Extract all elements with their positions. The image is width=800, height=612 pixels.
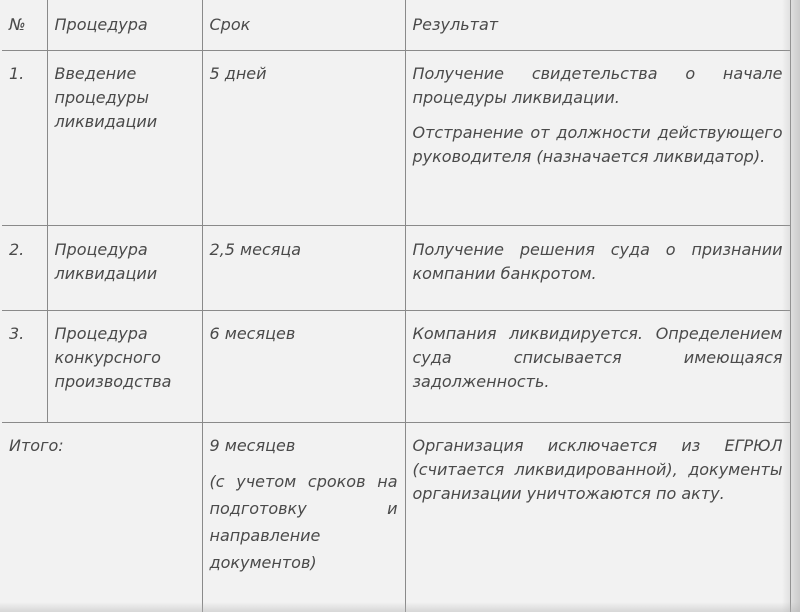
procedure-table xyxy=(2,0,791,612)
table-header-row xyxy=(2,0,790,50)
header-procedure: Процедура xyxy=(47,0,202,50)
result-paragraph: Получение решения суда о признании компании банкротом. xyxy=(412,239,783,283)
row-result xyxy=(405,50,790,225)
result-paragraph: Компания ликвидируется. Определением суда списывается имеющаяся задолженность. xyxy=(412,323,783,391)
row-result xyxy=(405,310,790,422)
table-row xyxy=(2,310,790,422)
result-paragraph: Отстранение от должности действующего руководителя (назначается ликвидатор). xyxy=(412,122,783,166)
total-term-cell xyxy=(202,422,405,612)
row-term: 5 дней xyxy=(202,50,405,225)
header-number: № xyxy=(2,0,47,50)
row-term: 6 месяцев xyxy=(202,310,405,422)
total-result-cell xyxy=(405,422,790,612)
row-number: 3. xyxy=(2,310,47,422)
row-term: 2,5 месяца xyxy=(202,225,405,310)
total-label: Итого: xyxy=(2,422,202,612)
total-result: Организация исключается из ЕГРЮЛ (считается ликвидированной), документы организации уничтожаются по акту. xyxy=(412,435,783,503)
row-number: 1. xyxy=(2,50,47,225)
row-procedure: Введение процедуры ликвидации xyxy=(47,50,202,225)
table-total-row xyxy=(2,422,790,612)
table-row xyxy=(2,50,790,225)
row-procedure: Процедура ликвидации xyxy=(47,225,202,310)
row-result xyxy=(405,225,790,310)
total-term: 9 месяцев xyxy=(209,435,296,455)
row-number: 2. xyxy=(2,225,47,310)
table-row xyxy=(2,225,790,310)
header-term: Срок xyxy=(202,0,405,50)
row-procedure: Процедура конкурсного производства xyxy=(47,310,202,422)
header-result: Результат xyxy=(405,0,790,50)
total-term-note: (с учетом сроков на подготовку и направление документов) xyxy=(209,471,398,572)
result-paragraph: Получение свидетельства о начале процедуры ликвидации. xyxy=(412,63,783,107)
